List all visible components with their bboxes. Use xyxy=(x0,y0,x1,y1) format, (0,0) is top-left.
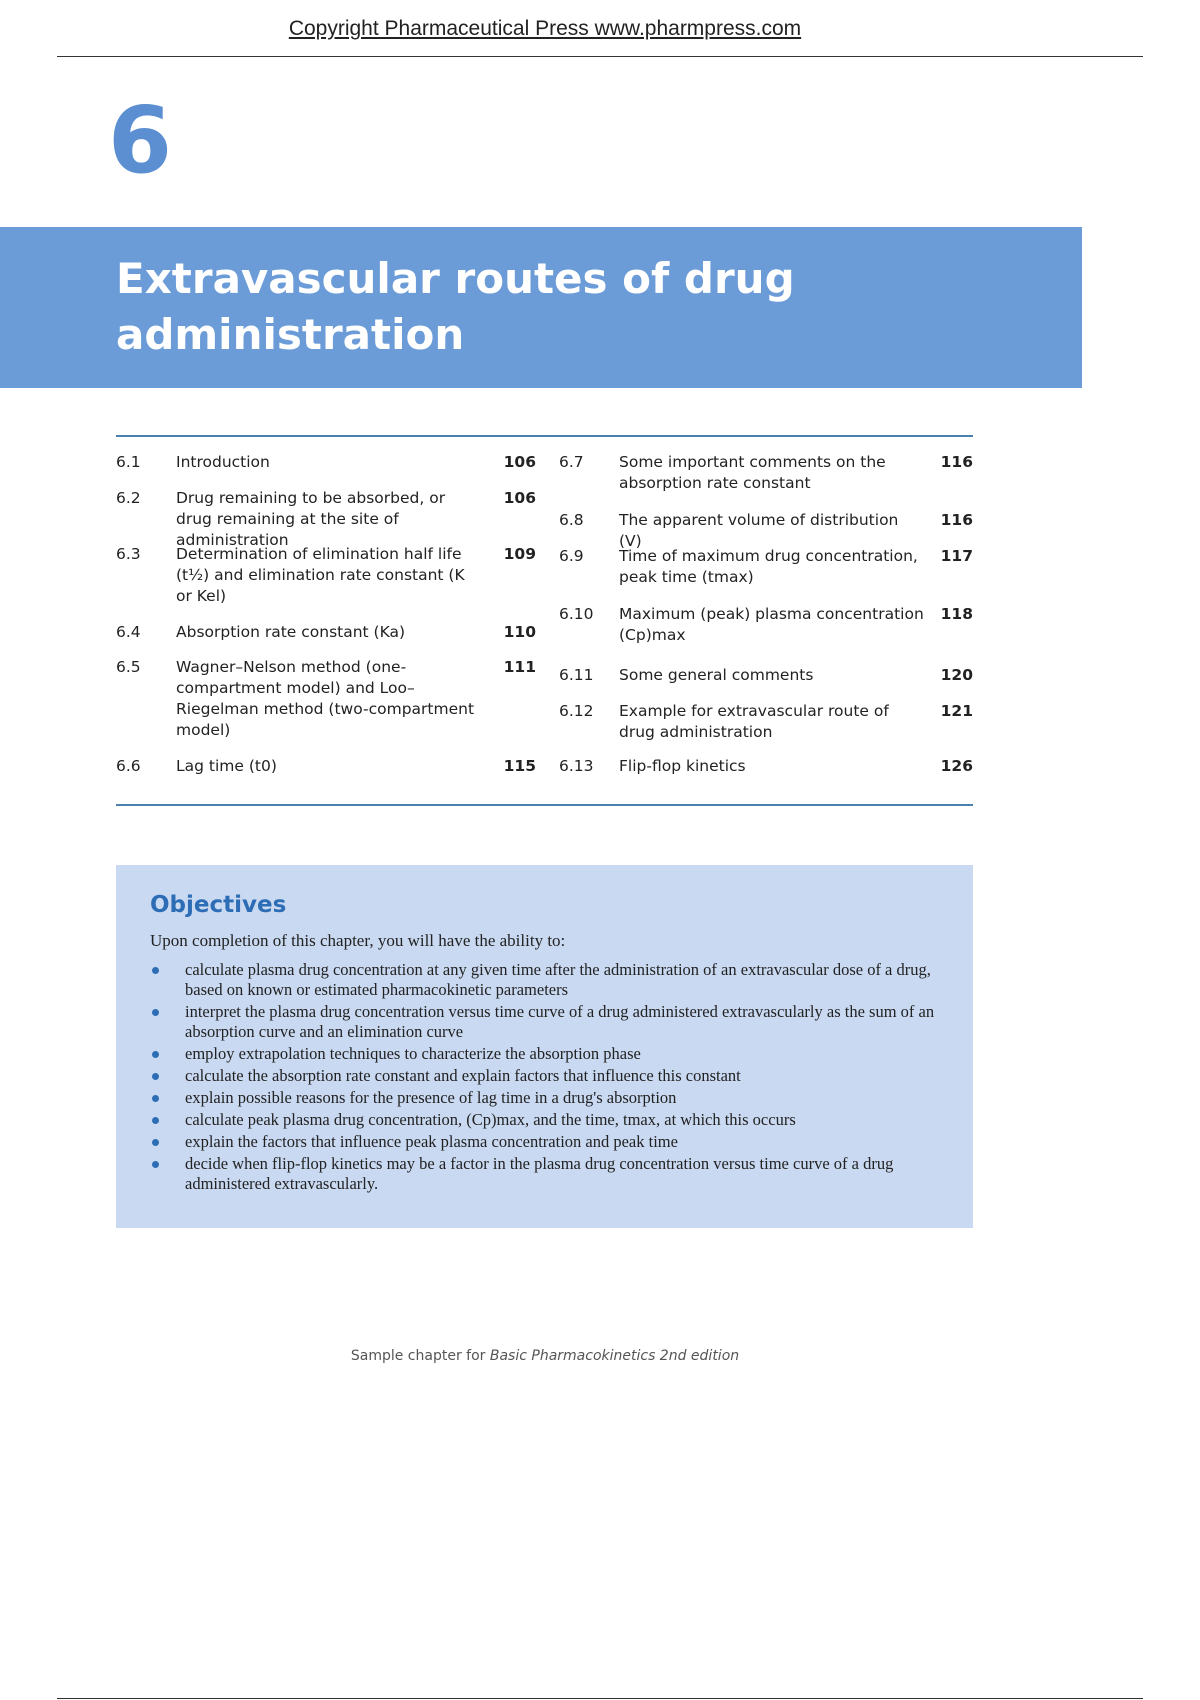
chapter-number: 6 xyxy=(108,87,173,194)
toc-entry-page: 115 xyxy=(503,757,536,775)
chapter-title-band xyxy=(0,227,1082,388)
toc-entry-page: 110 xyxy=(503,623,536,641)
book-title: Basic Pharmacokinetics 2nd edition xyxy=(489,1348,740,1364)
objective-item xyxy=(150,1002,950,1042)
bullet-icon xyxy=(152,1161,159,1168)
toc-entry-title: Example for extravascular route of drug administration xyxy=(619,702,889,741)
toc-entry-number: 6.7 xyxy=(559,453,584,471)
objectives-heading: Objectives xyxy=(150,892,287,918)
chapter-title-line2: administration xyxy=(116,310,465,359)
toc-entry-title: Drug remaining to be absorbed, or drug remaining at the site of administration xyxy=(176,489,446,549)
toc-entry-page: 118 xyxy=(940,605,973,623)
bullet-icon xyxy=(152,1117,159,1124)
objectives-intro: Upon completion of this chapter, you will have the ability to: xyxy=(150,931,566,950)
footer-divider xyxy=(57,1698,1143,1699)
bullet-icon xyxy=(152,1095,159,1102)
toc-entry-number: 6.8 xyxy=(559,511,584,529)
objective-text: decide when flip-flop kinetics may be a factor in the plasma drug concentration versus time curve of a drug administered extravascularly. xyxy=(185,1154,894,1193)
toc-entry-title: Maximum (peak) plasma concentration (Cp)max xyxy=(619,605,924,644)
toc-entry-title: Determination of elimination half life (t½) and elimination rate constant (K or Kel) xyxy=(176,545,465,605)
toc-entry-number: 6.4 xyxy=(116,623,141,641)
toc-entry-page: 126 xyxy=(940,757,973,775)
toc-right-column xyxy=(559,437,973,804)
toc-entry-title: Wagner–Nelson method (one-compartment model) and Loo–Riegelman method (two-compartment model) xyxy=(176,658,475,739)
objective-text: interpret the plasma drug concentration versus time curve of a drug administered extravascularly as the sum of an absorption curve and an elimination curve xyxy=(185,1002,935,1041)
toc-entry-title: Lag time (t0) xyxy=(176,757,277,775)
objective-text: explain possible reasons for the presence of lag time in a drug's absorption xyxy=(185,1088,677,1107)
toc-entry-page: 120 xyxy=(940,666,973,684)
header-divider xyxy=(57,56,1143,57)
toc-entry-page: 116 xyxy=(940,453,973,471)
toc-entry-number: 6.6 xyxy=(116,757,141,775)
objective-text: calculate the absorption rate constant and explain factors that influence this constant xyxy=(185,1066,741,1085)
toc-entry-number: 6.11 xyxy=(559,666,594,684)
objective-item xyxy=(150,1132,950,1152)
objective-text: employ extrapolation techniques to characterize the absorption phase xyxy=(185,1044,641,1063)
toc-left-column xyxy=(116,437,536,804)
table-of-contents xyxy=(116,435,973,806)
objective-item xyxy=(150,1154,950,1194)
toc-entry-number: 6.3 xyxy=(116,545,141,563)
toc-entry-title: Introduction xyxy=(176,453,270,471)
bullet-icon xyxy=(152,967,159,974)
bullet-icon xyxy=(152,1009,159,1016)
toc-entry-title: Absorption rate constant (Ka) xyxy=(176,623,406,641)
toc-entry-page: 111 xyxy=(503,658,536,676)
toc-entry-page: 117 xyxy=(940,547,973,565)
toc-entry-number: 6.5 xyxy=(116,658,141,676)
objective-item xyxy=(150,1044,950,1064)
toc-entry-number: 6.2 xyxy=(116,489,141,507)
objectives-list xyxy=(150,960,950,1196)
toc-entry-title: Some important comments on the absorption rate constant xyxy=(619,453,886,492)
toc-entry-page: 121 xyxy=(940,702,973,720)
objective-item xyxy=(150,1066,950,1086)
toc-entry-page: 106 xyxy=(503,489,536,507)
toc-entry-page: 109 xyxy=(503,545,536,563)
bullet-icon xyxy=(152,1051,159,1058)
toc-entry-title: The apparent volume of distribution (V) xyxy=(619,511,899,550)
copyright-header[interactable]: Copyright Pharmaceutical Press www.pharmpress.com xyxy=(288,17,802,40)
toc-entry-page: 106 xyxy=(503,453,536,471)
sample-chapter-note xyxy=(0,1348,1090,1364)
chapter-title-line1: Extravascular routes of drug xyxy=(116,254,795,303)
footer-prefix: Sample chapter for xyxy=(350,1348,490,1364)
bullet-icon xyxy=(152,1139,159,1146)
objective-text: calculate peak plasma drug concentration, (Cp)max, and the time, tmax, at which this occurs xyxy=(185,1110,796,1129)
toc-entry-number: 6.13 xyxy=(559,757,594,775)
toc-entry-number: 6.12 xyxy=(559,702,594,720)
objective-text: explain the factors that influence peak plasma concentration and peak time xyxy=(185,1132,678,1151)
objectives-box xyxy=(116,865,973,1228)
objective-item xyxy=(150,960,950,1000)
bullet-icon xyxy=(152,1073,159,1080)
toc-entry-title: Flip-flop kinetics xyxy=(619,757,746,775)
toc-entry-title: Time of maximum drug concentration, peak time (tmax) xyxy=(619,547,918,586)
toc-entry-page: 116 xyxy=(940,511,973,529)
objective-text: calculate plasma drug concentration at any given time after the administration of an extravascular dose of a drug, based on known or estimated pharmacokinetic parameters xyxy=(185,960,931,999)
toc-entry-number: 6.10 xyxy=(559,605,594,623)
chapter-title xyxy=(116,251,1016,363)
objective-item xyxy=(150,1110,950,1130)
objective-item xyxy=(150,1088,950,1108)
toc-entry-title: Some general comments xyxy=(619,666,814,684)
toc-entry-number: 6.9 xyxy=(559,547,584,565)
toc-entry-number: 6.1 xyxy=(116,453,141,471)
